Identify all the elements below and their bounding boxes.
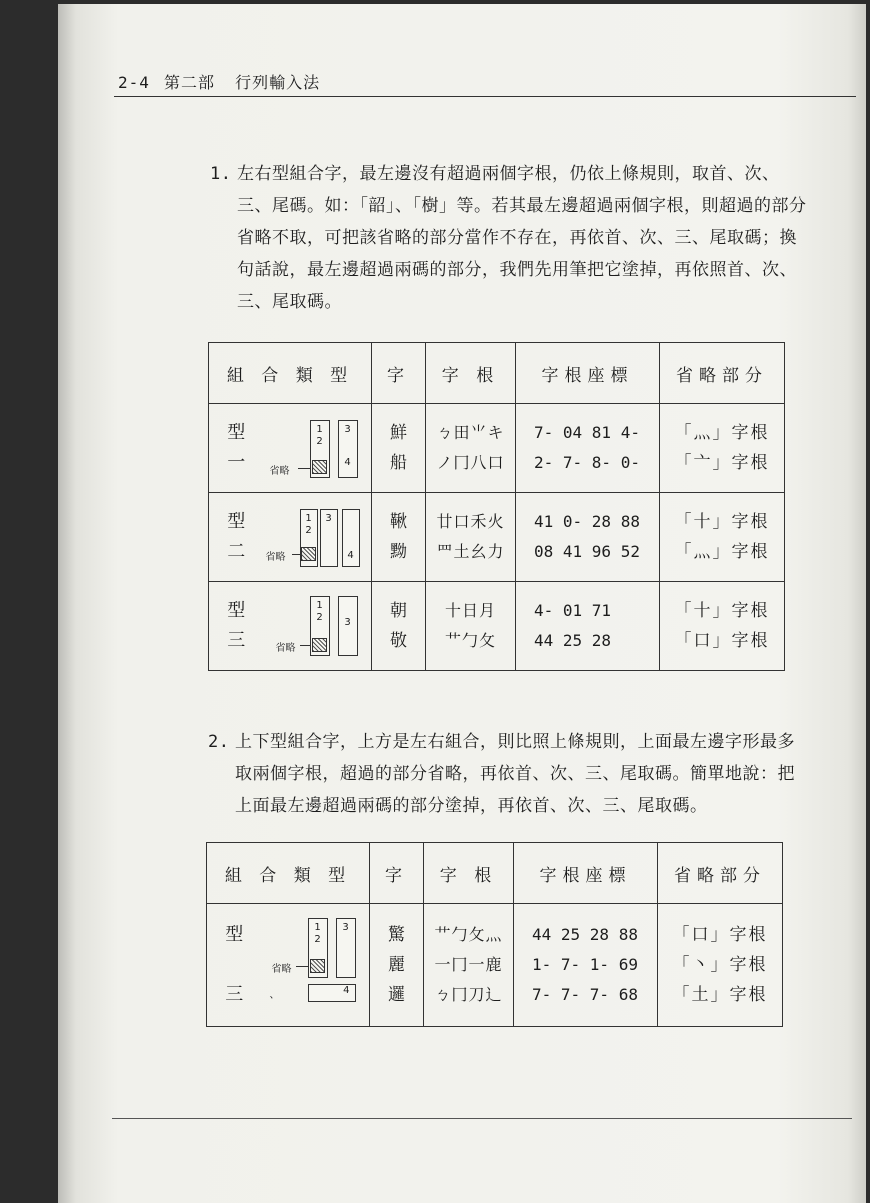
header-root: 字 根 (424, 843, 514, 904)
type-label (209, 493, 264, 582)
layout-diagram-type-1 (264, 404, 372, 493)
omit-label: 省略 (265, 552, 286, 563)
header-root: 字 根 (426, 343, 516, 404)
diagram-box-middle (320, 509, 338, 567)
char: 鮮 (390, 423, 407, 443)
header-combo-type: 組 合 類 型 (207, 843, 370, 904)
coords-cell (514, 904, 658, 1027)
table-row (207, 904, 783, 1027)
root-sequence: ノ冂八口 (436, 453, 505, 472)
diagram-box-right (338, 596, 358, 656)
omits-cell (660, 404, 785, 493)
roots-cell (426, 582, 516, 671)
chars-cell (372, 493, 426, 582)
header-omit: 省略部分 (660, 343, 785, 404)
coord-code: 7- 04 81 4- (534, 423, 640, 442)
chars-cell (370, 904, 424, 1027)
omit-part: 「亠」字根 (674, 453, 770, 473)
coords-cell (516, 404, 660, 493)
omit-leader-line (300, 645, 311, 646)
dot-mark: 、 (269, 990, 280, 1001)
hatched-omit-area (301, 547, 316, 561)
chapter-title: 行列輸入法 (235, 73, 321, 92)
diagram-number: 2 (316, 612, 323, 623)
running-header (118, 70, 320, 93)
part-label: 第二部 (164, 73, 216, 92)
type-label-line: 型 (227, 511, 246, 532)
root-sequence: 廿口禾火 (436, 512, 505, 531)
type-label-line: 型 (227, 600, 246, 621)
type-label-line: 三 (227, 630, 246, 651)
footer-rule (112, 1118, 852, 1119)
diagram-number: 1 (316, 424, 323, 435)
layout-diagram-type-3 (264, 582, 372, 671)
diagram-number: 4 (344, 457, 351, 468)
diagram-number: 1 (316, 600, 323, 611)
omit-leader-line (298, 468, 311, 469)
root-sequence: 十日月 (444, 601, 496, 620)
paragraph-1-number: 1. (210, 164, 232, 184)
chars-cell (372, 582, 426, 671)
diagram-number: 2 (314, 934, 321, 945)
header-rule (114, 96, 856, 97)
rules-table-1 (208, 342, 785, 671)
diagram-box-bottom (308, 984, 356, 1002)
diagram-number: 3 (325, 513, 332, 524)
roots-cell (426, 493, 516, 582)
char: 邏 (388, 985, 405, 1005)
root-sequence: ⺾勹攵 (444, 631, 496, 650)
table-row (209, 582, 785, 671)
header-combo-type: 組 合 類 型 (209, 343, 372, 404)
table-row (209, 404, 785, 493)
coord-code: 4- 01 71 (534, 601, 612, 620)
header-char: 字 (372, 343, 426, 404)
paragraph-2-number: 2. (208, 732, 230, 752)
char: 朝 (390, 601, 407, 621)
hatched-omit-area (312, 460, 327, 474)
char: 麗 (388, 955, 405, 975)
root-sequence: ㄅ田⺌キ (436, 423, 505, 442)
diagram-number: 1 (305, 513, 312, 524)
omit-label: 省略 (275, 643, 296, 654)
header-char: 字 (370, 843, 424, 904)
rules-table-2 (206, 842, 783, 1027)
diagram-number: 2 (316, 436, 323, 447)
char: 鞦 (390, 512, 407, 532)
omit-part: 「灬」字根 (674, 423, 770, 443)
coord-code: 44 25 28 88 (532, 925, 638, 944)
coords-cell (516, 582, 660, 671)
char: 船 (390, 453, 407, 473)
char: 驚 (388, 925, 405, 945)
hatched-omit-area (312, 638, 327, 652)
omit-leader-line (292, 554, 301, 555)
omit-part: 「灬」字根 (674, 542, 770, 562)
paragraph-2 (208, 726, 808, 822)
diagram-number: 1 (314, 922, 321, 933)
table-2-header-row (207, 843, 783, 904)
header-omit: 省略部分 (658, 843, 783, 904)
diagram-box-right (342, 509, 360, 567)
root-sequence: ⺾勹攵灬 (434, 925, 503, 944)
omit-leader-line (296, 966, 309, 967)
type-label-line: 型 (227, 422, 246, 443)
table-1-header-row (209, 343, 785, 404)
omit-part: 「土」字根 (672, 985, 768, 1005)
diagram-box-right (336, 918, 356, 978)
diagram-number: 2 (305, 525, 312, 536)
omit-part: 「十」字根 (674, 512, 770, 532)
coord-code: 41 0- 28 88 (534, 512, 640, 531)
diagram-number: 3 (342, 922, 349, 933)
table-row (209, 493, 785, 582)
char: 黝 (390, 542, 407, 562)
diagram-number: 3 (344, 424, 351, 435)
omits-cell (660, 493, 785, 582)
root-sequence: ㄅ冂刀辶 (434, 985, 503, 1004)
char: 敬 (390, 631, 407, 651)
layout-diagram-type-2 (264, 493, 372, 582)
roots-cell (426, 404, 516, 493)
root-sequence: ⺲土幺力 (436, 542, 505, 561)
type-label-line: 三 (225, 984, 244, 1005)
paragraph-2-text: 上下型組合字，上方是左右組合，則比照上條規則，上面最左邊字形最多取兩個字根，超過的部分省略，再依首、次、三、尾取碼。簡單地說：把上面最左邊超過兩碼的部分塗掉，再依首、次、三、尾取碼。 (235, 732, 795, 816)
coord-code: 08 41 96 52 (534, 542, 640, 561)
diagram-box-right (338, 420, 358, 478)
omit-label: 省略 (269, 466, 290, 477)
diagram-number: 4 (343, 985, 350, 996)
diagram-number: 3 (344, 617, 351, 628)
coord-code: 7- 7- 7- 68 (532, 985, 638, 1004)
coord-code: 44 25 28 (534, 631, 612, 650)
paragraph-1 (210, 158, 810, 318)
type-label-line: 一 (227, 452, 246, 473)
section-code: 2-4 (118, 73, 150, 92)
roots-cell (424, 904, 514, 1027)
type-label (209, 404, 264, 493)
chars-cell (372, 404, 426, 493)
type-label (207, 904, 262, 1027)
type-label-line: 型 (225, 924, 244, 945)
coord-code: 1- 7- 1- 69 (532, 955, 638, 974)
omit-label: 省略 (271, 964, 292, 975)
layout-diagram-type-3b (262, 904, 370, 1027)
root-sequence: 一冂一鹿 (434, 955, 503, 974)
header-coord: 字根座標 (516, 343, 660, 404)
coords-cell (516, 493, 660, 582)
type-label-line: 二 (227, 541, 246, 562)
omit-part: 「十」字根 (674, 601, 770, 621)
omit-part: 「口」字根 (674, 631, 770, 651)
coord-code: 2- 7- 8- 0- (534, 453, 640, 472)
type-label (209, 582, 264, 671)
book-page (58, 4, 866, 1203)
diagram-number: 4 (347, 550, 354, 561)
hatched-omit-area (310, 959, 325, 973)
header-coord: 字根座標 (514, 843, 658, 904)
omit-part: 「口」字根 (672, 925, 768, 945)
omit-part: 「丶」字根 (672, 955, 768, 975)
omits-cell (658, 904, 783, 1027)
omits-cell (660, 582, 785, 671)
paragraph-1-text: 左右型組合字，最左邊沒有超過兩個字根，仍依上條規則，取首、次、三、尾碼。如：「韶」、「樹」等。若其最左邊超過兩個字根，則超過的部分省略不取，可把該省略的部分當作不存在，再依首、次、三、尾取碼；換句話說，最左邊超過兩碼的部分，我們先用筆把它塗掉，再依照首、次、三、尾取碼。 (237, 164, 807, 312)
